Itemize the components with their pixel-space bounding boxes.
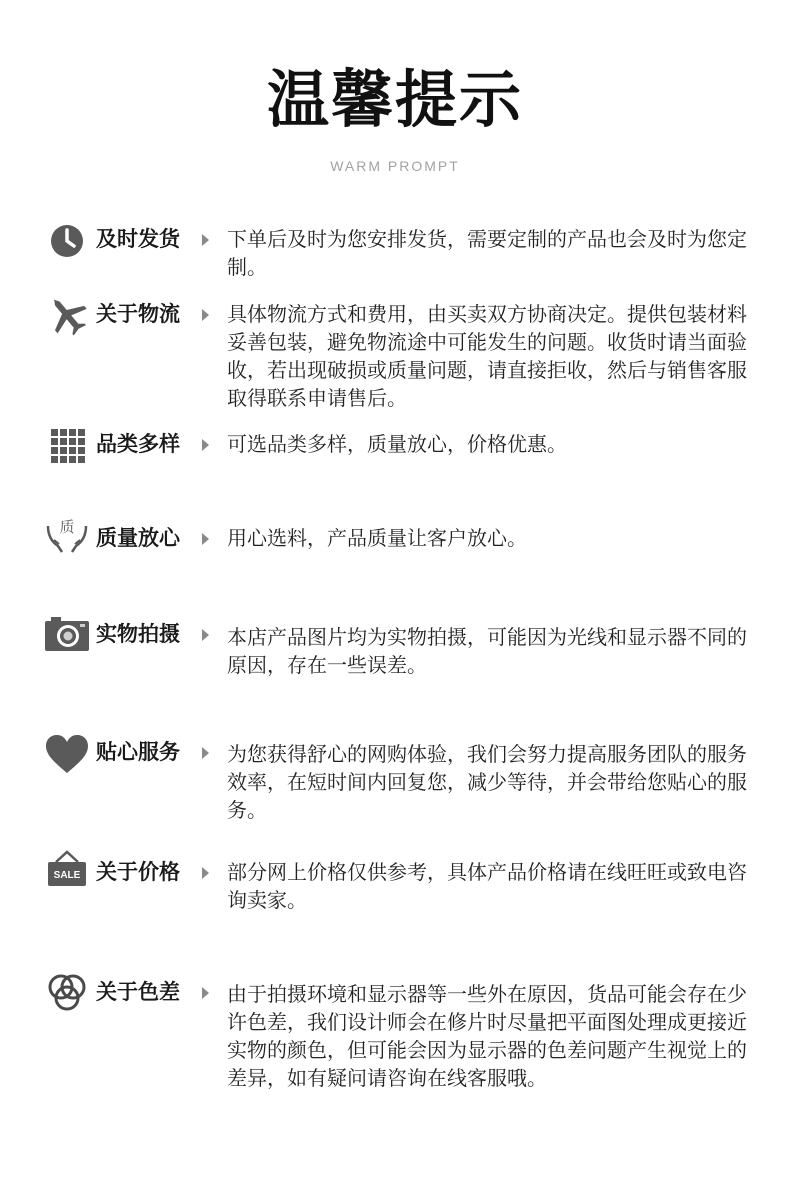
grid-cell <box>69 429 76 436</box>
tip-text: 具体物流方式和费用，由买卖双方协商决定。提供包装材料妥善包装，避免物流途中可能发生的问题。收货时请当面验收，若出现破损或质量问题，请直接拒收，然后与销售客服取得联系申请售后。 <box>227 302 747 410</box>
tip-label: 及时发货 <box>96 227 180 251</box>
grid-cell <box>60 438 67 445</box>
grid-cell <box>78 447 85 454</box>
tip-label: 关于价格 <box>96 860 180 884</box>
grid-cell <box>78 456 85 463</box>
tip-label: 关于色差 <box>96 980 180 1004</box>
camera-icon <box>44 612 90 658</box>
tip-text: 由于拍摄环境和显示器等一些外在原因，货品可能会存在少许色差，我们设计师会在修片时尽量把平面图处理成更接近实物的颜色，但可能会因为显示器的色差问题产生视觉上的差异，如有疑问请咨询在线客服哦。 <box>227 982 747 1090</box>
heart-icon <box>44 732 90 778</box>
clock-icon <box>44 218 90 264</box>
tip-text: 下单后及时为您安排发货，需要定制的产品也会及时为您定制。 <box>227 227 747 279</box>
chevron-right-icon <box>202 987 209 999</box>
chevron-right-icon <box>202 533 209 545</box>
grid-cell <box>51 429 58 436</box>
grid-cell <box>69 447 76 454</box>
chevron-right-icon <box>202 747 209 759</box>
grid-cell <box>60 456 67 463</box>
page-subtitle: WARM PROMPT <box>330 158 460 174</box>
chevron-right-icon <box>202 234 209 246</box>
quality-mark: 质 <box>59 518 75 536</box>
tip-text: 为您获得舒心的网购体验，我们会努力提高服务团队的服务效率，在短时间内回复您，减少等待，并会带给您贴心的服务。 <box>227 742 747 822</box>
tip-label: 实物拍摄 <box>96 622 180 646</box>
tip-text: 用心选料，产品质量让客户放心。 <box>227 526 527 550</box>
grid-cell <box>69 438 76 445</box>
tip-label: 品类多样 <box>96 432 180 456</box>
tip-label: 关于物流 <box>96 302 180 326</box>
grid-cell <box>51 447 58 454</box>
chevron-right-icon <box>202 439 209 451</box>
tip-label: 贴心服务 <box>96 740 180 764</box>
sale-sign-icon <box>44 848 90 894</box>
chevron-right-icon <box>202 309 209 321</box>
grid-cell <box>51 438 58 445</box>
quality-hands-icon <box>44 510 90 556</box>
sale-text: SALE <box>53 870 81 881</box>
tip-label: 质量放心 <box>96 526 180 550</box>
grid-cell <box>78 429 85 436</box>
grid-icon <box>44 422 90 468</box>
airplane-icon <box>44 292 90 338</box>
chevron-right-icon <box>202 629 209 641</box>
grid-cell <box>78 438 85 445</box>
tip-text: 可选品类多样，质量放心，价格优惠。 <box>227 432 567 456</box>
grid-cell <box>51 456 58 463</box>
grid-cell <box>60 447 67 454</box>
tip-text: 本店产品图片均为实物拍摄，可能因为光线和显示器不同的原因，存在一些误差。 <box>227 625 747 677</box>
tip-text: 部分网上价格仅供参考，具体产品价格请在线旺旺或致电咨询卖家。 <box>227 860 747 912</box>
chevron-right-icon <box>202 867 209 879</box>
grid-cell <box>60 429 67 436</box>
grid-cell <box>69 456 76 463</box>
color-circles-icon <box>44 970 90 1016</box>
page-title: 温馨提示 <box>266 63 523 136</box>
